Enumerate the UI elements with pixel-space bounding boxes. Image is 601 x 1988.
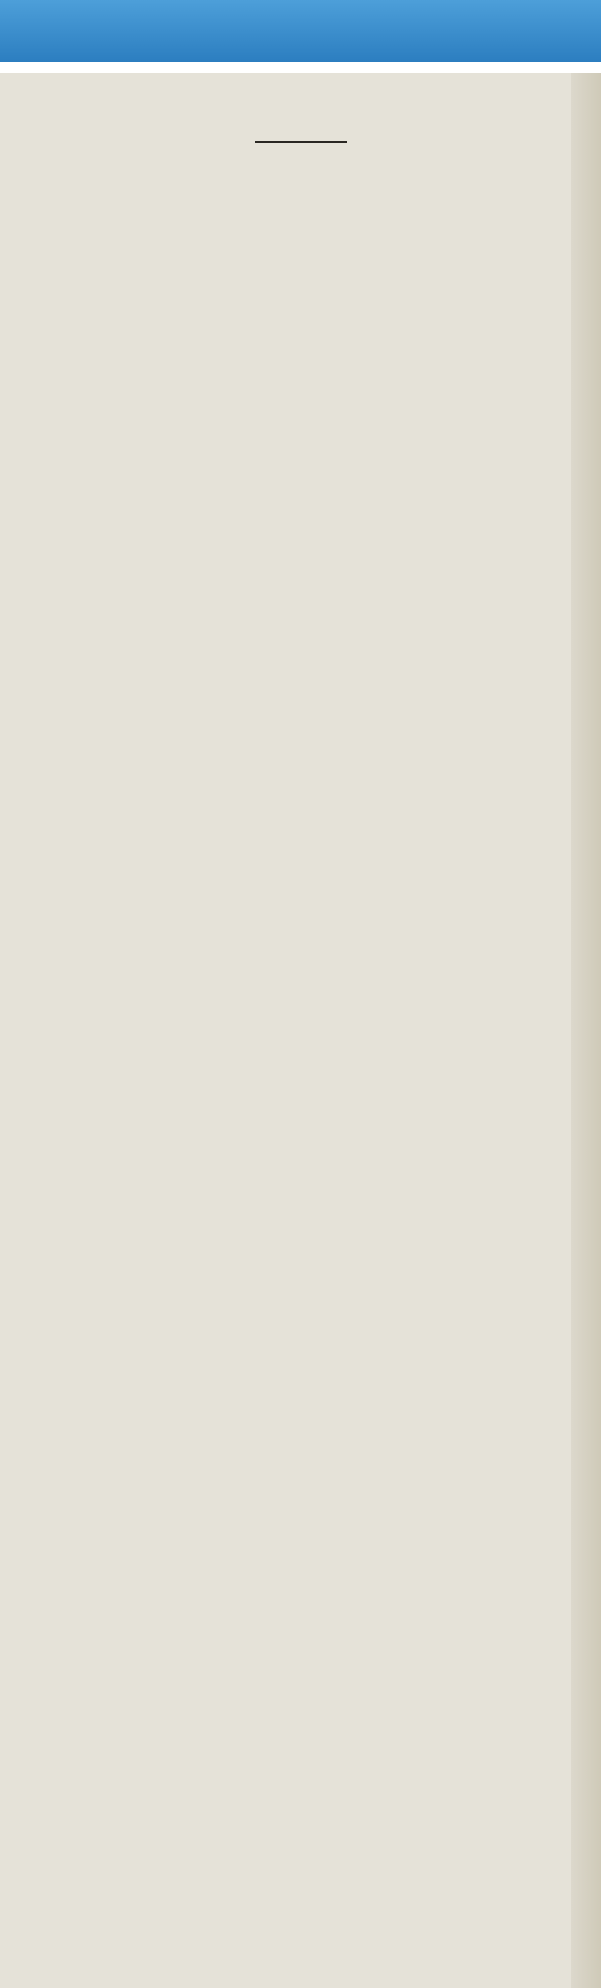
viewer-header	[0, 0, 601, 62]
newspaper-scan	[0, 73, 601, 1988]
article	[10, 73, 578, 1988]
title-rule	[255, 141, 347, 143]
